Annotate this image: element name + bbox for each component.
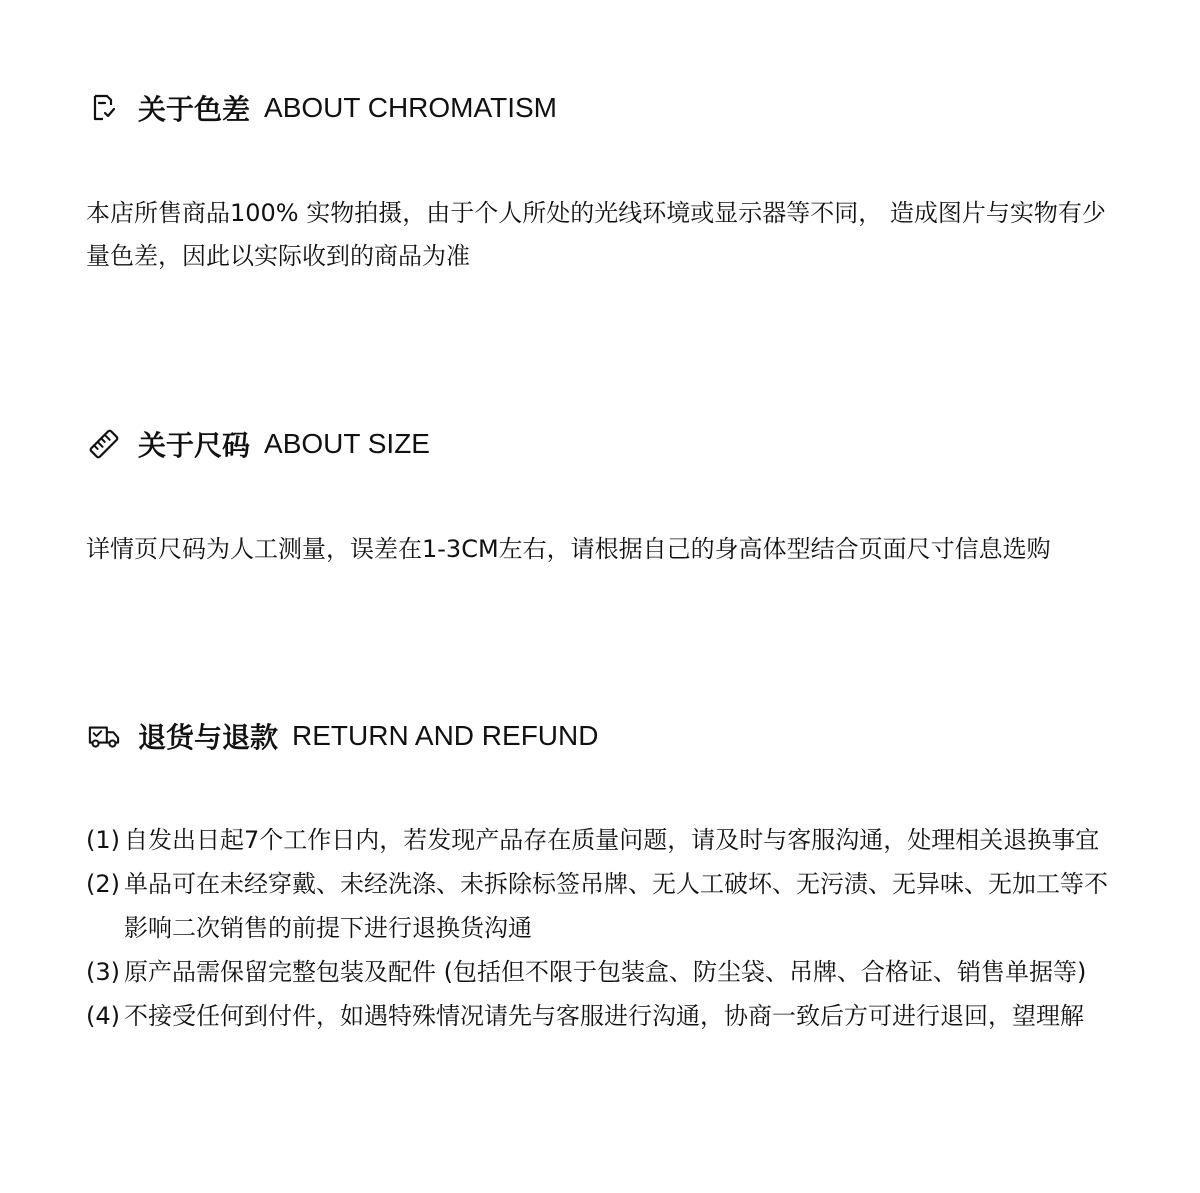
list-item-text: 自发出日起7个工作日内，若发现产品存在质量问题，请及时与客服沟通，处理相关退换事宜 [124, 826, 1100, 854]
note-check-icon [88, 92, 120, 124]
list-item [86, 818, 1116, 862]
chromatism-header [88, 86, 557, 130]
refund-header [88, 714, 598, 758]
refund-list [86, 818, 1116, 1038]
chromatism-title-en: ABOUT CHROMATISM [264, 92, 557, 123]
list-item-text: 单品可在未经穿戴、未经洗涤、未拆除标签吊牌、无人工破坏、无污渍、无异味、无加工等不影响二次销售的前提下进行退换货沟通 [124, 870, 1108, 942]
size-header [88, 422, 430, 466]
truck-icon [88, 720, 120, 752]
list-item-number: (3) [86, 958, 120, 986]
list-item-text: 原产品需保留完整包装及配件 (包括但不限于包装盒、防尘袋、吊牌、合格证、销售单据等) [124, 958, 1087, 986]
list-item-text: 不接受任何到付件，如遇特殊情况请先与客服进行沟通，协商一致后方可进行退回，望理解 [124, 1002, 1084, 1030]
list-item-number: (4) [86, 1002, 120, 1030]
list-item-number: (1) [86, 826, 120, 854]
size-body: 详情页尺码为人工测量，误差在1-3CM左右，请根据自己的身高体型结合页面尺寸信息选购 [86, 535, 1051, 563]
list-item [86, 862, 1116, 950]
refund-title-en: RETURN AND REFUND [292, 720, 599, 751]
chromatism-title-cn: 关于色差 [138, 93, 251, 126]
refund-title-cn: 退货与退款 [138, 721, 279, 754]
list-item-number: (2) [86, 870, 120, 898]
size-title-en: ABOUT SIZE [264, 428, 430, 459]
list-item [86, 994, 1116, 1038]
chromatism-body: 本店所售商品100% 实物拍摄，由于个人所处的光线环境或显示器等不同， 造成图片与实物有少量色差，因此以实际收到的商品为准 [86, 199, 1106, 270]
ruler-icon [88, 428, 120, 460]
size-title-cn: 关于尺码 [138, 429, 251, 462]
list-item [86, 950, 1116, 994]
